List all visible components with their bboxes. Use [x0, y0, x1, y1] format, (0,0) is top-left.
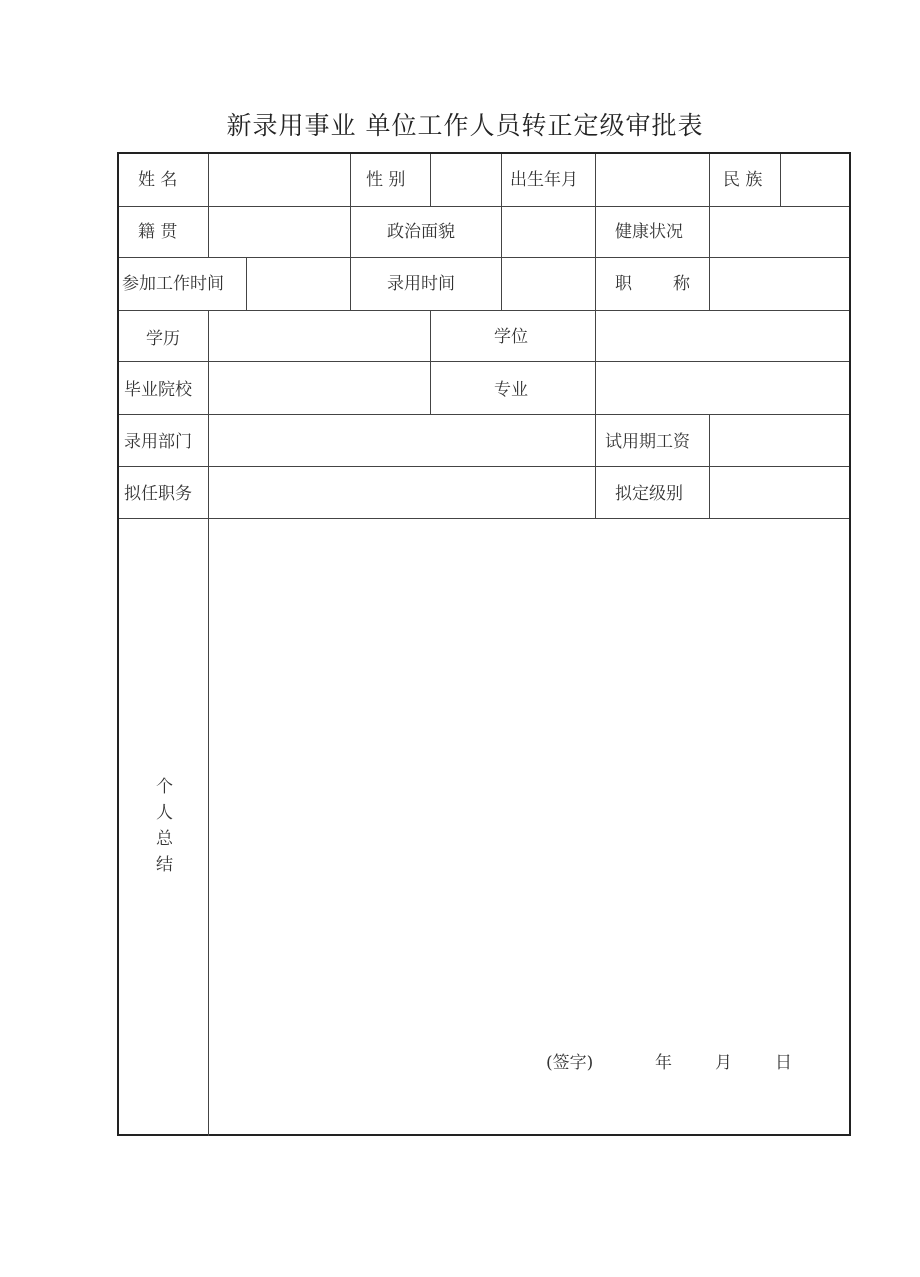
label-political-status: 政治面貌: [387, 222, 455, 242]
label-hire-time: 录用时间: [387, 274, 455, 294]
proposed-position-field[interactable]: [209, 467, 595, 518]
ethnicity-field[interactable]: [781, 154, 849, 206]
name-field[interactable]: [209, 154, 350, 206]
native-place-field[interactable]: [209, 207, 350, 257]
label-job-title-2: 称: [673, 274, 690, 294]
label-education: 学历: [146, 329, 180, 349]
hire-time-field[interactable]: [502, 258, 595, 310]
signature-month: 月: [715, 1053, 732, 1073]
label-native-place: 籍 贯: [138, 222, 178, 242]
label-birth: 出生年月: [510, 170, 578, 190]
summary-char: 结: [156, 855, 173, 875]
proposed-grade-field[interactable]: [710, 467, 849, 518]
department-field[interactable]: [209, 415, 595, 466]
label-job-title: 职: [615, 274, 632, 294]
label-degree: 学位: [494, 327, 528, 347]
job-title-field[interactable]: [710, 258, 849, 310]
political-status-field[interactable]: [502, 207, 595, 257]
label-work-start: 参加工作时间: [122, 274, 224, 294]
signature-year: 年: [655, 1053, 672, 1073]
approval-form-table: [117, 152, 851, 1136]
form-title: 新录用事业 单位工作人员转正定级审批表: [226, 111, 704, 140]
label-proposed-grade: 拟定级别: [615, 484, 683, 504]
summary-char: 总: [156, 829, 173, 849]
label-name: 姓 名: [138, 170, 178, 190]
major-field[interactable]: [596, 362, 849, 414]
label-personal-summary: [119, 774, 210, 878]
summary-char: 人: [156, 803, 173, 823]
label-school: 毕业院校: [124, 380, 192, 400]
col-divider: [350, 154, 351, 310]
work-start-field[interactable]: [247, 258, 350, 310]
label-health: 健康状况: [615, 222, 683, 242]
label-ethnicity: 民 族: [723, 170, 763, 190]
personal-summary-field[interactable]: [209, 519, 849, 1134]
birth-field[interactable]: [596, 154, 709, 206]
col-divider: [595, 414, 596, 518]
label-proposed-position: 拟任职务: [124, 484, 192, 504]
label-major: 专业: [494, 380, 528, 400]
education-field[interactable]: [209, 311, 430, 361]
gender-field[interactable]: [431, 154, 501, 206]
col-divider: [430, 310, 431, 414]
label-department: 录用部门: [124, 432, 192, 452]
summary-char: 个: [156, 777, 173, 797]
degree-field[interactable]: [596, 311, 849, 361]
health-field[interactable]: [710, 207, 849, 257]
signature-day: 日: [775, 1053, 792, 1073]
label-probation-salary: 试用期工资: [605, 432, 690, 452]
probation-salary-field[interactable]: [710, 415, 849, 466]
signature-label: (签字): [546, 1053, 594, 1073]
label-gender: 性 别: [366, 170, 406, 190]
school-field[interactable]: [209, 362, 430, 414]
